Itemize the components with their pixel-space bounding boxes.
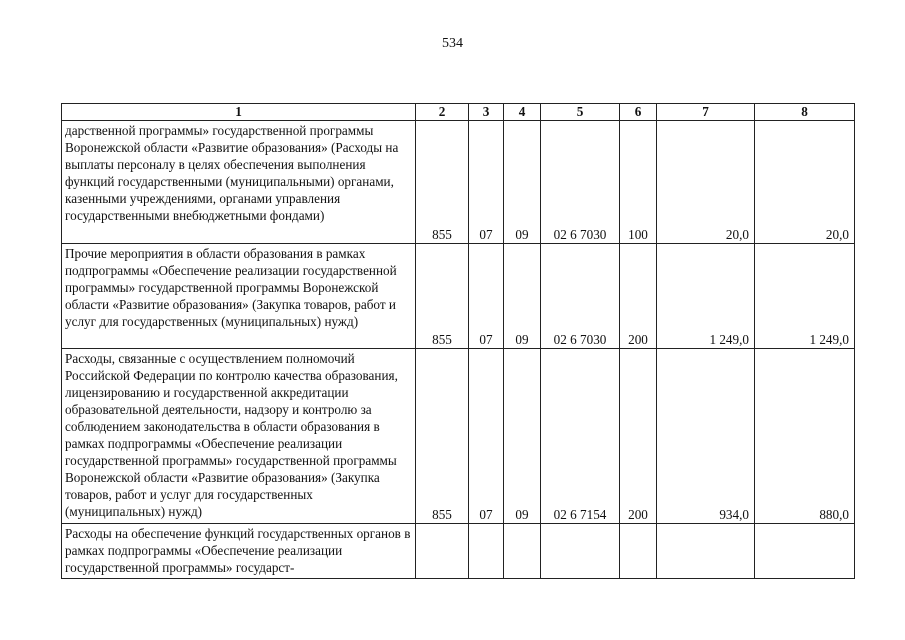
column-header: 4 xyxy=(504,104,541,121)
cell-target-article: 02 6 7030 xyxy=(541,244,620,349)
cell-amount-7: 20,0 xyxy=(657,121,755,244)
cell-amount-8 xyxy=(755,524,855,579)
table-header-row xyxy=(62,104,855,121)
table-row xyxy=(62,349,855,524)
cell-expense-type: 200 xyxy=(620,244,657,349)
table-row xyxy=(62,524,855,579)
cell-subsection-code: 09 xyxy=(504,244,541,349)
cell-expense-type xyxy=(620,524,657,579)
cell-target-article: 02 6 7154 xyxy=(541,349,620,524)
cell-section-code: 07 xyxy=(469,349,504,524)
cell-ministry-code: 855 xyxy=(416,244,469,349)
cell-ministry-code: 855 xyxy=(416,121,469,244)
cell-amount-8: 1 249,0 xyxy=(755,244,855,349)
cell-section-code xyxy=(469,524,504,579)
cell-section-code: 07 xyxy=(469,244,504,349)
cell-subsection-code: 09 xyxy=(504,121,541,244)
cell-section-code: 07 xyxy=(469,121,504,244)
cell-target-article xyxy=(541,524,620,579)
row-description: Прочие мероприятия в области образования в рамках подпрограммы «Обеспечение реализации государственной программы» государственной программы Воронежской области «Развитие образования» (Закупка товаров, работ и услуг для государственных (муниципальных) нужд) xyxy=(62,244,416,349)
column-header: 1 xyxy=(62,104,416,121)
table-row xyxy=(62,121,855,244)
cell-amount-7: 1 249,0 xyxy=(657,244,755,349)
cell-target-article: 02 6 7030 xyxy=(541,121,620,244)
cell-amount-7: 934,0 xyxy=(657,349,755,524)
page-number: 534 xyxy=(442,36,463,51)
column-header: 5 xyxy=(541,104,620,121)
cell-subsection-code xyxy=(504,524,541,579)
cell-ministry-code xyxy=(416,524,469,579)
column-header: 7 xyxy=(657,104,755,121)
column-header: 6 xyxy=(620,104,657,121)
cell-amount-8: 880,0 xyxy=(755,349,855,524)
cell-expense-type: 100 xyxy=(620,121,657,244)
column-header: 8 xyxy=(755,104,855,121)
row-description: Расходы на обеспечение функций государственных органов в рамках подпрограммы «Обеспечение реализации государственной программы» государст- xyxy=(62,524,416,579)
cell-amount-8: 20,0 xyxy=(755,121,855,244)
cell-expense-type: 200 xyxy=(620,349,657,524)
table-row xyxy=(62,244,855,349)
column-header: 2 xyxy=(416,104,469,121)
cell-ministry-code: 855 xyxy=(416,349,469,524)
row-description: Расходы, связанные с осуществлением полномочий Российской Федерации по контролю качества образования, лицензированию и государственной аккредитации образовательной деятельности, надзору и контролю за соблюдением законодательства в области образования в рамках подпрограммы «Обеспечение реализации государственной программы» государственной программы Воронежской области «Развитие образования» (Закупка товаров, работ и услуг для государственных (муниципальных) нужд) xyxy=(62,349,416,524)
cell-subsection-code: 09 xyxy=(504,349,541,524)
budget-table xyxy=(61,103,855,579)
row-description: дарственной программы» государственной программы Воронежской области «Развитие образования» (Расходы на выплаты персоналу в целях обеспечения выполнения функций государственными (муниципальными) органами, казенными учреждениями, органами управления государственными внебюджетными фондами) xyxy=(62,121,416,244)
column-header: 3 xyxy=(469,104,504,121)
cell-amount-7 xyxy=(657,524,755,579)
